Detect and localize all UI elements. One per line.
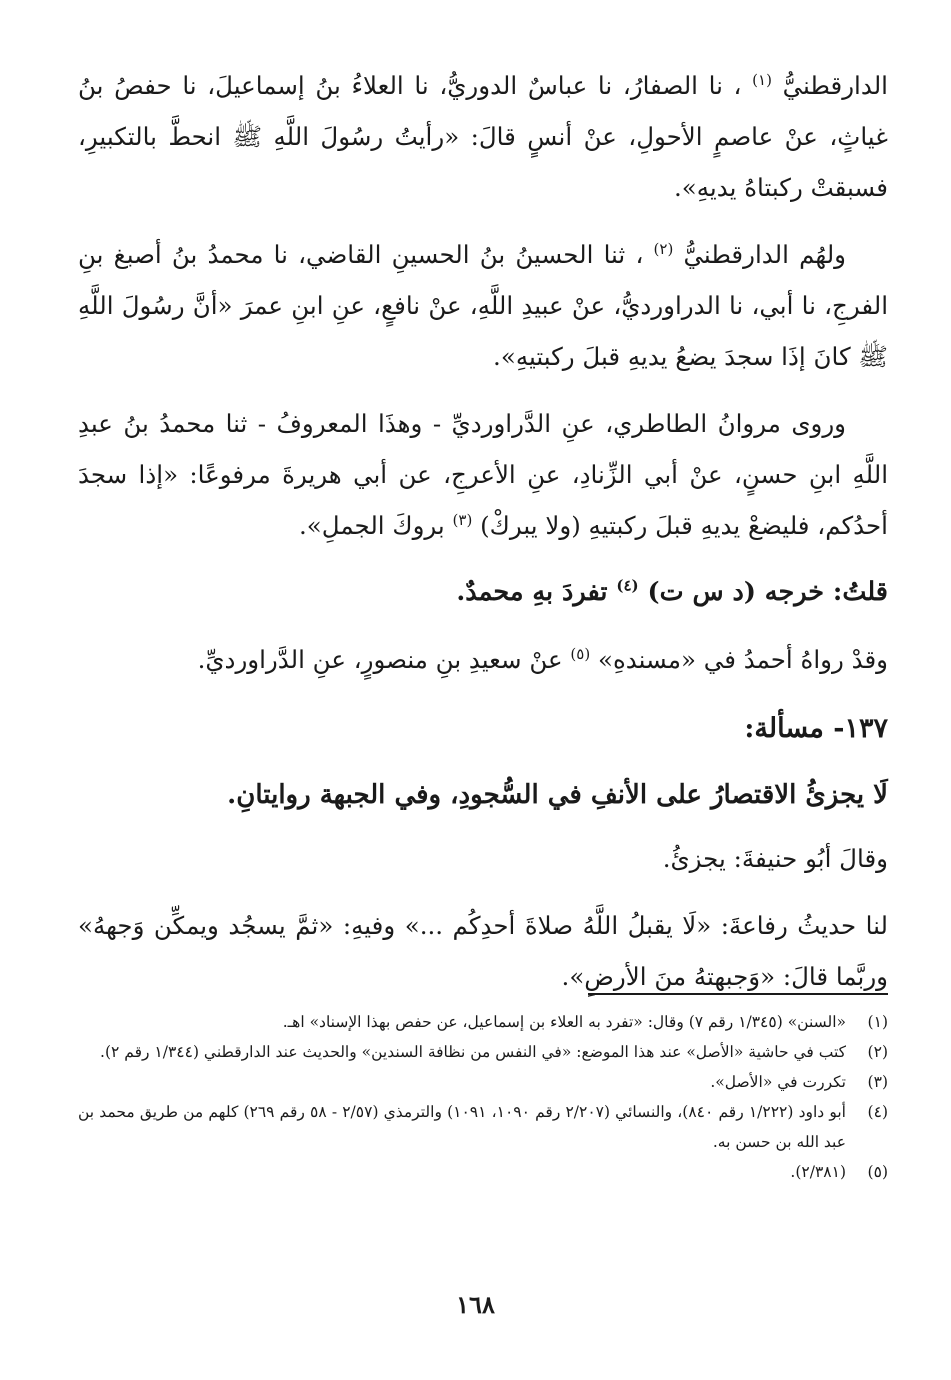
paragraph-abu-hurayra	[78, 398, 888, 551]
footnote-ref-3[interactable]: (٣)	[452, 510, 473, 529]
paragraph-text: ، نا الصفارُ، نا عباسٌ الدوريُّ، نا العلاءُ بنُ إسماعيلَ، نا حفصُ بنُ غياثٍ، عنْ عاصمٍ الأحولِ، عنْ أنسٍ قالَ: «رأيتُ رسُولَ اللَّهِ ﷺ انحطَّ بالتكبيرِ، فسبقتْ ركبتاهُ يديهِ».	[78, 71, 888, 202]
page-number: ١٦٨	[456, 1290, 495, 1319]
footnote-number: (٥)	[867, 1163, 888, 1181]
paragraph-text: تفردَ بهِ محمدٌ.	[456, 577, 608, 607]
footnote-4	[78, 1097, 888, 1157]
footnote-text: أبو داود (١/٢٢٢ رقم ٨٤٠)، والنسائي (٢/٢٠٧ رقم ١٠٩٠، ١٠٩١) والترمذي (٢/٥٧ - ٥٨ رقم ٢٦٩) كلهم من طريق محمد بن عبد الله بن حسن به.	[78, 1103, 846, 1151]
page-body	[78, 60, 888, 1018]
paragraph-text: وقدْ رواهُ أحمدُ في «مسندهِ»	[597, 645, 888, 674]
footnote-separator	[588, 993, 888, 995]
paragraph-text: لنا حديثُ رفاعةَ: «لَا يقبلُ اللَّهُ صلاةَ أحدِكُم ...» وفيهِ: «ثمَّ يسجُد ويمكِّن وَجههُ» وربَّما قالَ: «وَجبهتهُ منَ الأرضِ».	[78, 911, 888, 991]
footnote-ref-2[interactable]: (٢)	[653, 239, 674, 258]
paragraph-text: ، ثنا الحسينُ بنُ الحسينِ القاضي، نا محمدُ بنُ أصبغ بنِ الفرجِ، نا أبي، نا الدراورديُّ، عنْ عبيدِ اللَّهِ، عنْ نافعٍ، عنِ ابنِ عمرَ «أنَّ رسُولَ اللَّهِ ﷺ كانَ إذَا سجدَ يضعُ يديهِ قبلَ ركبتيهِ».	[78, 240, 888, 371]
paragraph-text: الدارقطنيُّ	[782, 71, 888, 100]
footnote-text: (٢/٣٨١).	[790, 1163, 846, 1181]
paragraph-text: وقالَ أبُو حنيفةَ: يجزئُ.	[662, 844, 888, 873]
footnote-1	[78, 1007, 888, 1037]
paragraph-text: ولهُم الدارقطنيُّ	[683, 240, 846, 269]
paragraph-rifaa-hadith	[78, 900, 888, 1002]
footnote-number: (١)	[867, 1013, 888, 1031]
footnote-ref-5[interactable]: (٥)	[570, 644, 591, 663]
paragraph-qultu	[78, 567, 888, 618]
paragraph-text: بروكَ الجملِ».	[299, 511, 445, 540]
paragraph-daraqutni-ibn-umar	[78, 229, 888, 382]
paragraph-text: قلتُ: خرجه (د س ت)	[647, 577, 888, 607]
footnote-3	[78, 1067, 888, 1097]
paragraph-text: عنْ سعيدِ بنِ منصورٍ، عنِ الدَّراورديِّ.	[197, 645, 563, 674]
masala-ruling: لَا يجزئُ الاقتصارُ على الأنفِ في السُّجودِ، وفي الجبهة روايتانِ.	[227, 780, 888, 810]
footnote-number: (٤)	[867, 1103, 888, 1121]
masala-heading: ١٣٧- مسألة:	[744, 713, 888, 744]
paragraph-abu-hanifa	[78, 833, 888, 884]
footnote-number: (٢)	[867, 1043, 888, 1061]
footnote-text: كتب في حاشية «الأصل» عند هذا الموضع: «في النفس من نظافة السندين» والحديث عند الدارقطني (١/٣٤٤ رقم ٢).	[100, 1043, 846, 1061]
paragraph-ahmad-musnad	[78, 634, 888, 685]
footnote-text: تكررت في «الأصل».	[710, 1073, 846, 1091]
footnote-text: «السنن» (١/٣٤٥ رقم ٧) وقال: «تفرد به العلاء بن إسماعيل، عن حفص بهذا الإسناد» اهـ.	[282, 1013, 846, 1031]
footnote-ref-1[interactable]: (١)	[752, 70, 772, 89]
footnote-5	[78, 1157, 888, 1187]
footnotes-section	[78, 993, 888, 1187]
footnote-ref-4[interactable]: (٤)	[616, 576, 639, 595]
paragraph-text: وروى مروانُ الطاطري، عنِ الدَّراورديِّ - وهذَا المعروفُ - ثنا محمدُ بنُ عبدِ اللَّهِ ابنِ حسنٍ، عنْ أبي الزِّنادِ، عنِ الأعرجِ، عن أبي هريرةَ مرفوعًا: «إذا سجدَ أحدُكم، فليضعْ يديهِ قبلَ ركبتيهِ (ولا يبركْ)	[78, 409, 888, 540]
footnote-2	[78, 1037, 888, 1067]
footnote-number: (٣)	[867, 1073, 888, 1091]
paragraph-daraqutni-anas	[78, 60, 888, 213]
